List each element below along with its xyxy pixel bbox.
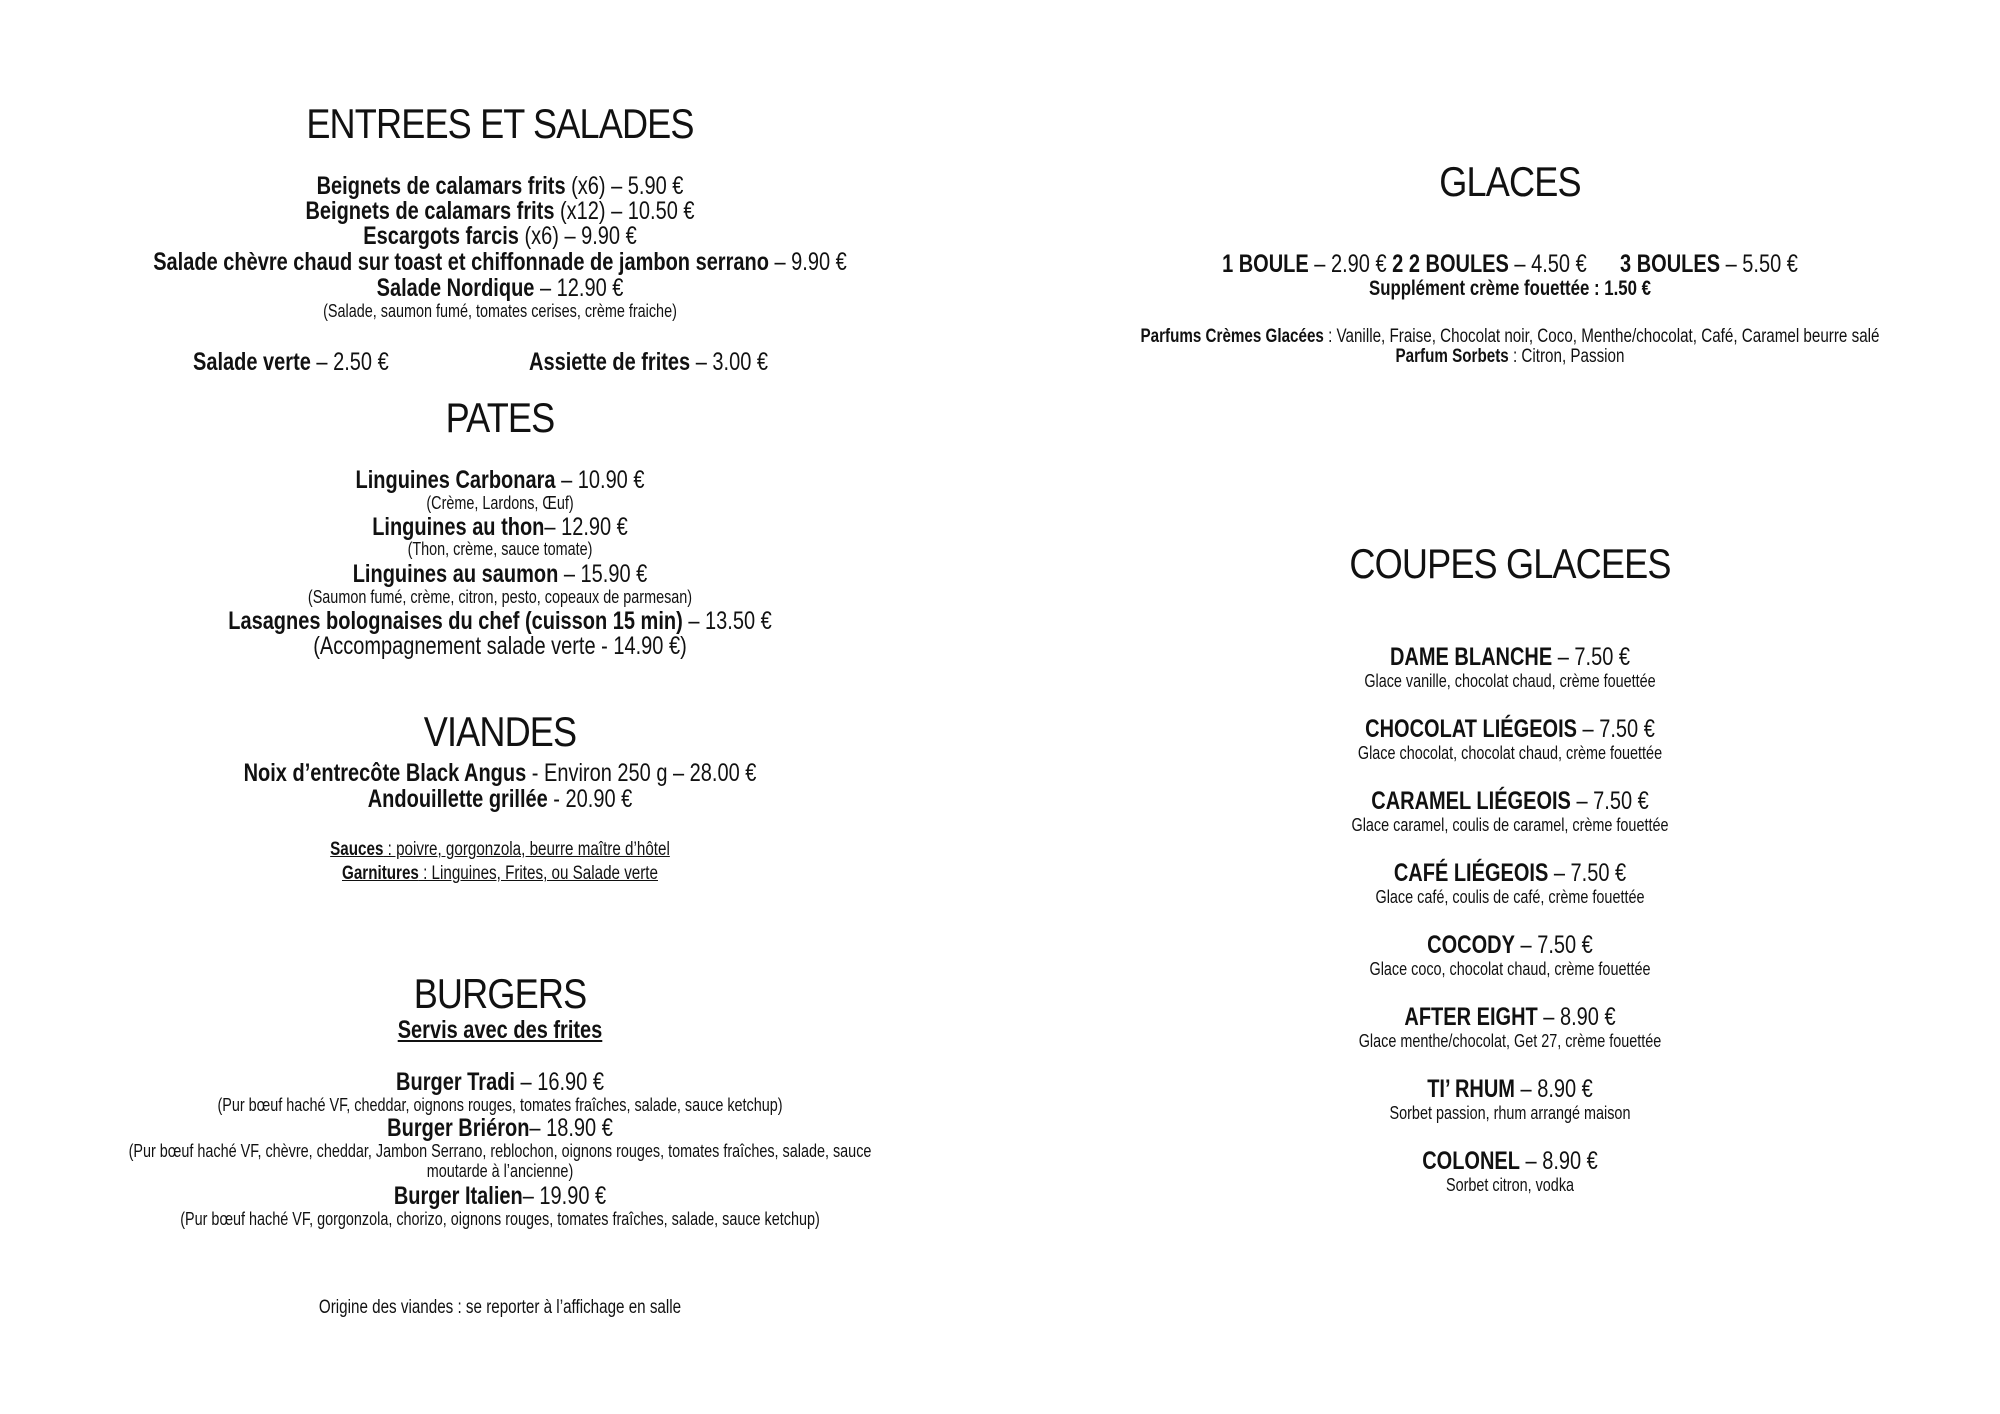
burgers-subtitle: Servis avec des frites bbox=[397, 1016, 603, 1044]
parfums-text: : Vanille, Fraise, Chocolat noir, Coco, Menthe/chocolat, Café, Caramel beurre salé bbox=[1323, 326, 1880, 347]
boules-line bbox=[1134, 252, 1886, 277]
left-column bbox=[30, 0, 970, 1414]
item-price: – 19.90 € bbox=[522, 1182, 607, 1210]
sauces-text: : poivre, gorgonzola, beurre maître d’hôtel bbox=[383, 839, 670, 860]
item-price: (x6) – 5.90 € bbox=[565, 172, 684, 200]
item-price: – 12.90 € bbox=[534, 274, 624, 302]
menu-item bbox=[124, 199, 876, 224]
item-price: - Environ 250 g – 28.00 € bbox=[526, 759, 757, 787]
menu-item bbox=[124, 1116, 876, 1141]
coupe-price: – 7.50 € bbox=[1570, 787, 1649, 815]
item-name: Assiette de frites bbox=[529, 348, 691, 376]
coupe-price: – 7.50 € bbox=[1552, 643, 1631, 671]
item-name: Linguines au thon bbox=[372, 513, 545, 541]
boule-1-name: 1 BOULE bbox=[1222, 250, 1309, 278]
item-description: (Saumon fumé, crème, citron, pesto, copeaux de parmesan) bbox=[307, 587, 693, 607]
menu-item bbox=[124, 1070, 876, 1095]
item-description: (Thon, crème, sauce tomate) bbox=[407, 539, 593, 559]
coupe-name: COLONEL bbox=[1422, 1147, 1520, 1175]
item-name: Linguines au saumon bbox=[352, 560, 559, 588]
menu-item bbox=[124, 761, 876, 786]
item-description: (Pur bœuf haché VF, gorgonzola, chorizo, oignons rouges, tomates fraîches, salade, sauce ketchup) bbox=[180, 1209, 820, 1229]
supplement-line: Supplément crème fouettée : 1.50 € bbox=[1369, 277, 1651, 300]
garnitures-text: : Linguines, Frites, ou Salade verte bbox=[418, 863, 658, 884]
viandes-title: VIANDES bbox=[423, 708, 577, 755]
menu-item bbox=[529, 348, 768, 377]
coupe-item bbox=[1134, 1149, 1886, 1174]
item-price: – 18.90 € bbox=[529, 1114, 613, 1142]
coupe-description: Sorbet passion, rhum arrangé maison bbox=[1389, 1103, 1631, 1123]
sorbets-label: Parfum Sorbets bbox=[1395, 346, 1509, 367]
coupe-price: – 7.50 € bbox=[1577, 715, 1655, 743]
garnitures-line bbox=[124, 864, 876, 884]
item-name: Andouillette grillée bbox=[367, 785, 548, 813]
coupe-price: – 7.50 € bbox=[1514, 931, 1593, 959]
item-name: Noix d’entrecôte Black Angus bbox=[243, 759, 527, 787]
item-price: – 16.90 € bbox=[514, 1068, 604, 1096]
menu-item bbox=[124, 787, 876, 812]
coupe-description: Sorbet citron, vodka bbox=[1445, 1175, 1575, 1195]
item-price: – 15.90 € bbox=[558, 560, 648, 588]
menu-item bbox=[124, 1184, 876, 1209]
pates-title: PATES bbox=[445, 394, 555, 441]
coupe-description: Glace vanille, chocolat chaud, crème fouettée bbox=[1364, 671, 1656, 691]
coupe-name: COCODY bbox=[1427, 931, 1515, 959]
boule-2-price: – 4.50 € bbox=[1508, 250, 1587, 278]
coupe-item bbox=[1134, 1005, 1886, 1030]
item-description: (Salade, saumon fumé, tomates cerises, crème fraiche) bbox=[323, 301, 677, 321]
item-price: – 13.50 € bbox=[682, 607, 772, 635]
coupe-item bbox=[1134, 789, 1886, 814]
garnitures-label: Garnitures bbox=[342, 863, 419, 884]
coupe-item bbox=[1134, 1077, 1886, 1102]
menu-item bbox=[124, 174, 876, 199]
item-price: – 9.90 € bbox=[768, 248, 847, 276]
boule-3-name: 3 BOULES bbox=[1620, 250, 1721, 278]
boule-1-price: – 2.90 € bbox=[1308, 250, 1393, 278]
entrees-title: ENTREES ET SALADES bbox=[306, 100, 694, 147]
item-price: – 12.90 € bbox=[544, 513, 628, 541]
item-price: - 20.90 € bbox=[547, 785, 633, 813]
coupe-item bbox=[1134, 933, 1886, 958]
item-description: (Pur bœuf haché VF, chèvre, cheddar, Jambon Serrano, reblochon, oignons rouges, tomates fraîches, salade, sauce bbox=[128, 1141, 872, 1161]
coupe-price: – 8.90 € bbox=[1537, 1003, 1616, 1031]
sorbets-line bbox=[1134, 348, 1886, 366]
right-column bbox=[1040, 0, 1980, 1414]
menu-item bbox=[124, 468, 876, 493]
coupe-description: Glace caramel, coulis de caramel, crème fouettée bbox=[1351, 815, 1669, 835]
item-price: – 3.00 € bbox=[690, 348, 769, 376]
menu-item bbox=[124, 562, 876, 587]
item-name: Escargots farcis bbox=[363, 222, 519, 250]
coupe-description: Glace café, coulis de café, crème fouettée bbox=[1375, 887, 1645, 907]
item-price: – 10.90 € bbox=[555, 466, 645, 494]
item-description: (Crème, Lardons, Œuf) bbox=[426, 493, 574, 513]
coupe-description: Glace chocolat, chocolat chaud, crème fouettée bbox=[1357, 743, 1663, 763]
item-name: Salade chèvre chaud sur toast et chiffonnade de jambon serrano bbox=[153, 248, 769, 276]
menu-item bbox=[124, 276, 876, 301]
item-name: Linguines Carbonara bbox=[355, 466, 556, 494]
menu-item bbox=[124, 609, 876, 634]
sauces-line bbox=[124, 840, 876, 860]
item-name: Burger Italien bbox=[393, 1182, 523, 1210]
parfums-line bbox=[1134, 328, 1886, 346]
coupe-description: Glace menthe/chocolat, Get 27, crème fouettée bbox=[1358, 1031, 1662, 1051]
item-name: Burger Briéron bbox=[387, 1114, 530, 1142]
menu-item bbox=[124, 250, 876, 275]
sauces-label: Sauces bbox=[330, 839, 384, 860]
item-name: Salade Nordique bbox=[376, 274, 535, 302]
menu-item bbox=[124, 515, 876, 540]
coupes-title: COUPES GLACEES bbox=[1349, 540, 1671, 587]
burgers-title: BURGERS bbox=[413, 970, 587, 1017]
coupe-name: CAFÉ LIÉGEOIS bbox=[1393, 859, 1549, 887]
item-price: – 2.50 € bbox=[310, 348, 389, 376]
boule-3-price: – 5.50 € bbox=[1720, 250, 1798, 278]
coupe-price: – 8.90 € bbox=[1514, 1075, 1593, 1103]
menu-item bbox=[193, 348, 389, 377]
coupe-price: – 7.50 € bbox=[1548, 859, 1627, 887]
coupe-description: Glace coco, chocolat chaud, crème fouettée bbox=[1369, 959, 1651, 979]
item-description: (Pur bœuf haché VF, cheddar, oignons rouges, tomates fraîches, salade, sauce ketchup) bbox=[217, 1095, 783, 1115]
item-name: Beignets de calamars frits bbox=[316, 172, 566, 200]
boule-2-name: 2 2 BOULES bbox=[1392, 250, 1509, 278]
item-price: (x6) – 9.90 € bbox=[518, 222, 637, 250]
item-name: Burger Tradi bbox=[396, 1068, 515, 1096]
item-description: moutarde à l’ancienne) bbox=[426, 1161, 574, 1181]
parfums-label: Parfums Crèmes Glacées bbox=[1140, 326, 1324, 347]
coupe-name: DAME BLANCHE bbox=[1389, 643, 1553, 671]
origine-note: Origine des viandes : se reporter à l’affichage en salle bbox=[318, 1297, 682, 1318]
coupe-item bbox=[1134, 717, 1886, 742]
menu-item bbox=[124, 224, 876, 249]
item-name: Beignets de calamars frits bbox=[305, 197, 555, 225]
coupe-name: CARAMEL LIÉGEOIS bbox=[1371, 787, 1571, 815]
glaces-title: GLACES bbox=[1439, 158, 1581, 205]
item-description: (Accompagnement salade verte - 14.90 €) bbox=[313, 632, 687, 660]
coupe-name: AFTER EIGHT bbox=[1404, 1003, 1538, 1031]
coupe-name: CHOCOLAT LIÉGEOIS bbox=[1365, 715, 1577, 743]
coupe-name: TI’ RHUM bbox=[1427, 1075, 1515, 1103]
item-name: Salade verte bbox=[193, 348, 311, 376]
coupe-item bbox=[1134, 861, 1886, 886]
item-name: Lasagnes bolognaises du chef (cuisson 15 min) bbox=[228, 607, 683, 635]
coupe-item bbox=[1134, 645, 1886, 670]
coupe-price: – 8.90 € bbox=[1519, 1147, 1598, 1175]
item-price: (x12) – 10.50 € bbox=[554, 197, 695, 225]
sorbets-text: : Citron, Passion bbox=[1508, 346, 1625, 367]
